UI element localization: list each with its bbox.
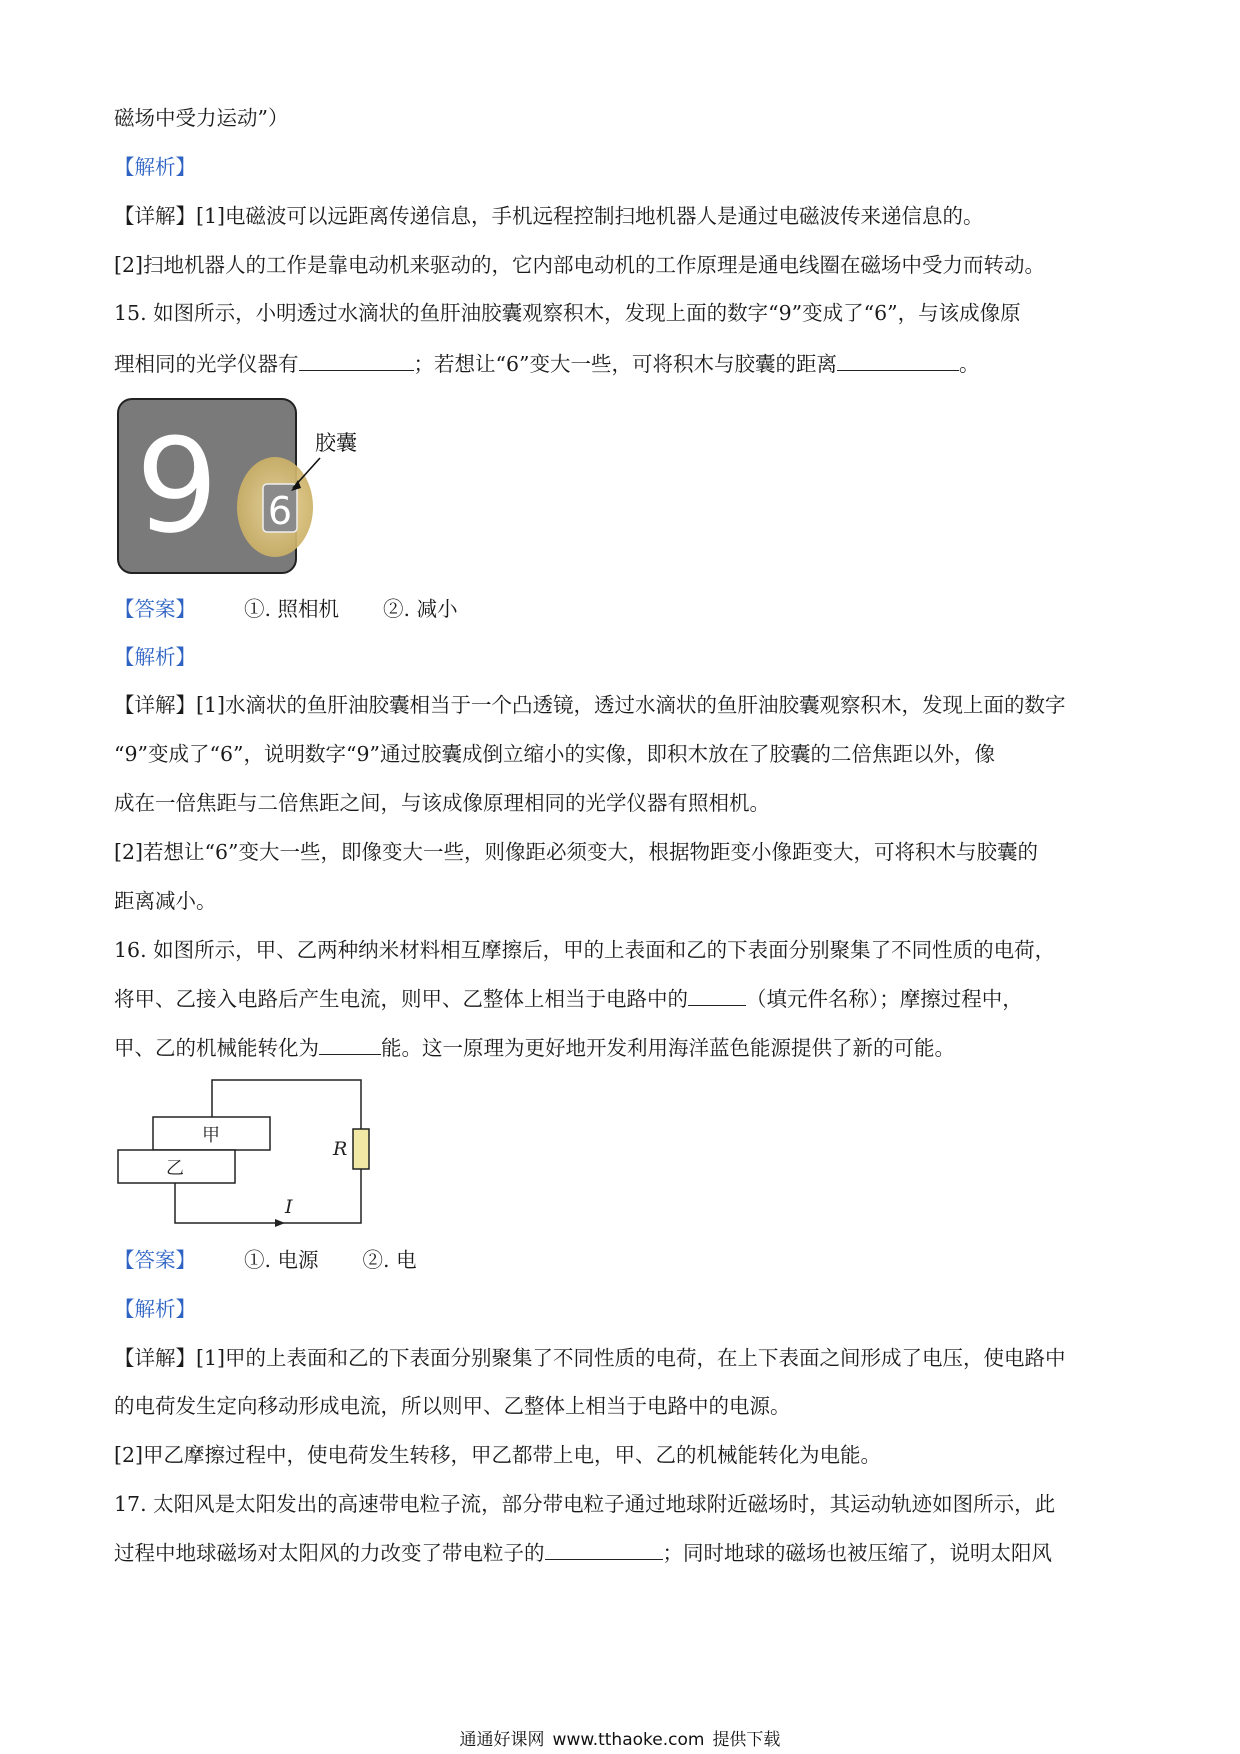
- figure-16-circuit: [115, 1075, 385, 1235]
- label-i: I: [285, 1196, 293, 1218]
- answer-16-line: [114, 1245, 417, 1275]
- detail-line: 距离减小。: [114, 889, 217, 913]
- detail-line: [2]若想让“6”变大一些，即像变大一些，则像距必须变大，根据物距变小像距变大，可将积木与胶囊的: [114, 840, 1039, 864]
- detail-line: “9”变成了“6”，说明数字“9”通过胶囊成倒立缩小的实像，即积木放在了胶囊的二倍焦距以外，像: [114, 742, 996, 766]
- current-arrow: [275, 1219, 285, 1227]
- answer-tag: 【答案】: [114, 597, 196, 621]
- answer-option-2: ②. 减小: [383, 597, 458, 621]
- label-yi: 乙: [166, 1158, 184, 1179]
- answer-option-1: ①. 电源: [244, 1248, 319, 1272]
- answer-blank[interactable]: [545, 1537, 663, 1560]
- question-text: 过程中地球磁场对太阳风的力改变了带电粒子的: [114, 1541, 545, 1565]
- footer-site: 通通好课网: [459, 1730, 545, 1750]
- detail-text: [1]电磁波可以远距离传递信息，手机远程控制扫地机器人是通过电磁波传来递信息的。: [196, 204, 984, 228]
- question-text: 甲、乙的机械能转化为: [114, 1036, 319, 1060]
- resistor-r: [353, 1129, 369, 1169]
- question-17-line: 17. 太阳风是太阳发出的高速带电粒子流，部分带电粒子通过地球附近磁场时，其运动轨迹如图所示，此: [114, 1492, 1056, 1516]
- detail-tag: 【详解】: [114, 204, 196, 228]
- label-jia: 甲: [202, 1125, 220, 1146]
- footer-action: 提供下载: [712, 1730, 781, 1750]
- question-text: 。: [959, 352, 980, 376]
- detail-tag: 【详解】: [114, 1346, 196, 1370]
- capsule-label: 胶囊: [315, 431, 357, 455]
- analysis-tag: 【解析】: [114, 1297, 196, 1321]
- answer-15-line: [114, 594, 458, 624]
- detail-tag: 【详解】: [114, 693, 196, 717]
- detail-line: 的电荷发生定向移动形成电流，所以则甲、乙整体上相当于电路中的电源。: [114, 1394, 791, 1418]
- big-digit: 9: [135, 410, 219, 562]
- label-r: R: [333, 1138, 348, 1160]
- page-footer: [0, 1725, 1240, 1750]
- question-15-line: 15. 如图所示，小明透过水滴状的鱼肝油胶囊观察积木，发现上面的数字“9”变成了“6”，与该成像原: [114, 301, 1021, 325]
- question-text: （填元件名称）；摩擦过程中，: [746, 987, 1023, 1011]
- question-text: 将甲、乙接入电路后产生电流，则甲、乙整体上相当于电路中的: [114, 987, 688, 1011]
- answer-blank[interactable]: [319, 1032, 381, 1055]
- detail-text: [1]水滴状的鱼肝油胶囊相当于一个凸透镜，透过水滴状的鱼肝油胶囊观察积木，发现上面的数字: [196, 693, 1066, 717]
- detail-line: [114, 201, 984, 231]
- figure-15-capsule: [115, 396, 385, 576]
- small-digit: 6: [267, 489, 293, 533]
- question-15-line2: [114, 348, 980, 379]
- figure-15-svg: [115, 396, 385, 576]
- detail-text: [1]甲的上表面和乙的下表面分别聚集了不同性质的电荷，在上下表面之间形成了电压，使电路中: [196, 1346, 1066, 1370]
- detail-line: [114, 1343, 1066, 1373]
- question-16-line: 16. 如图所示，甲、乙两种纳米材料相互摩擦后，甲的上表面和乙的下表面分别聚集了不同性质的电荷，: [114, 938, 1056, 962]
- footer-url[interactable]: www.tthaoke.com: [552, 1730, 705, 1750]
- question-16-line2: [114, 983, 1023, 1014]
- answer-blank[interactable]: [837, 348, 959, 371]
- question-text: 理相同的光学仪器有: [114, 352, 299, 376]
- detail-line: [2]甲乙摩擦过程中，使电荷发生转移，甲乙都带上电，甲、乙的机械能转化为电能。: [114, 1443, 882, 1467]
- question-16-line3: [114, 1032, 955, 1063]
- question-text: 能。这一原理为更好地开发利用海洋蓝色能源提供了新的可能。: [381, 1036, 955, 1060]
- answer-option-2: ②. 电: [362, 1248, 417, 1272]
- question-17-line2: [114, 1537, 1052, 1568]
- analysis-tag: 【解析】: [114, 155, 196, 179]
- text-line: [2]扫地机器人的工作是靠电动机来驱动的，它内部电动机的工作原理是通电线圈在磁场中受力而转动。: [114, 253, 1046, 277]
- text-line: 磁场中受力运动”）: [114, 106, 289, 130]
- answer-blank[interactable]: [688, 983, 746, 1006]
- question-text: ；同时地球的磁场也被压缩了，说明太阳风: [662, 1541, 1052, 1565]
- answer-tag: 【答案】: [114, 1248, 196, 1272]
- answer-option-1: ①. 照相机: [244, 597, 340, 621]
- detail-line: [114, 690, 1066, 720]
- analysis-tag: 【解析】: [114, 645, 196, 669]
- figure-16-svg: [115, 1075, 385, 1235]
- question-text: ；若想让“6”变大一些，可将积木与胶囊的距离: [413, 352, 838, 376]
- answer-blank[interactable]: [299, 348, 414, 371]
- detail-line: 成在一倍焦距与二倍焦距之间，与该成像原理相同的光学仪器有照相机。: [114, 791, 770, 815]
